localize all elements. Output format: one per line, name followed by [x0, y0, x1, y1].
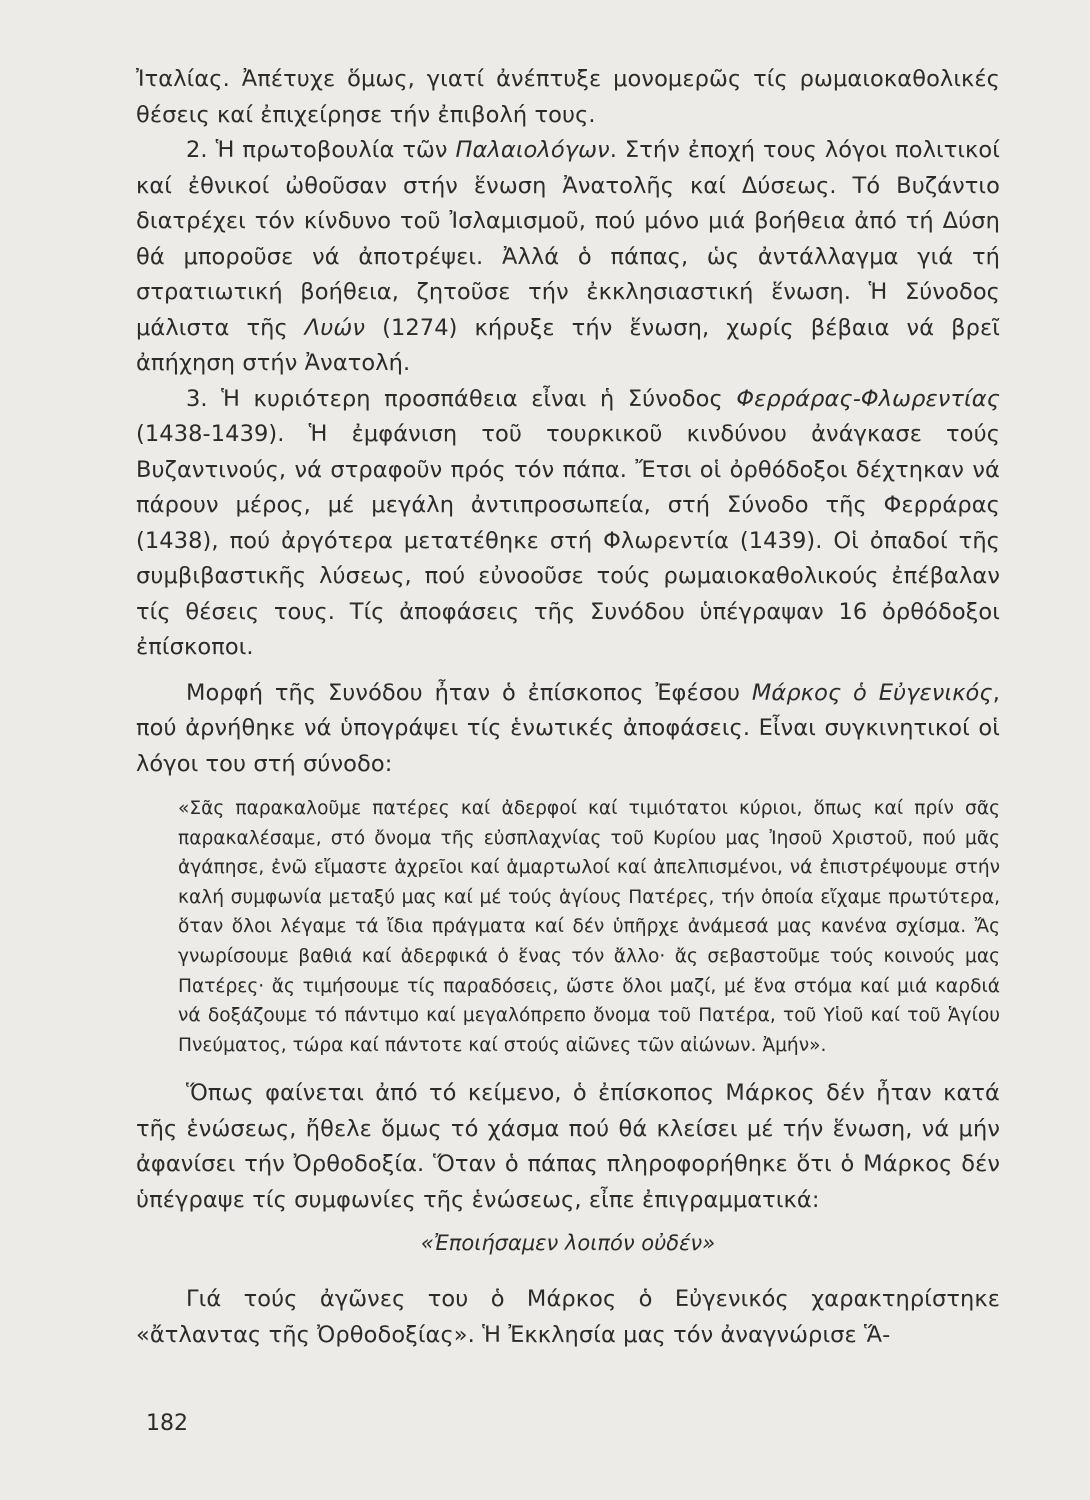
epigram-quote: «Ἐποιήσαμεν λοιπόν οὐδέν»: [420, 1231, 716, 1256]
paragraph-final: Γιά τούς ἀγῶνες του ὁ Μάρκος ὁ Εὐγενικός χαρακτηρίστηκε «ἄτλαντας τῆς Ὀρθοδοξίας». Ἡ Ἐκκλησία μας τόν ἀναγνώρισε Ἅ-: [136, 1286, 1000, 1348]
paragraph-after-quote: Ὅπως φαίνεται ἀπό τό κείμενο, ὁ ἐπίσκοπος Μάρκος δέν ἦταν κατά τῆς ἑνώσεως, ἤθελε ὅμως τό χάσμα πού θά κλείσει μέ τήν ἕνωση, νά μήν ἀφανίσει τήν Ὀρθοδοξία. Ὅταν ὁ πάπας πληροφορήθηκε ὅτι ὁ Μάρκος δέν ὑπέγραψε τίς συμφωνίες τῆς ἑνώσεως, εἶπε ἐπιγραμματικά:: [136, 1080, 1000, 1213]
page-number: 182: [146, 1411, 188, 1436]
paragraph-ferrara-end: (1438-1439). Ἡ ἐμφάνιση τοῦ τουρκικοῦ κινδύνου ἀνάγκασε τούς Βυζαντινούς, νά στραφοῦν πρός τόν πάπα. Ἔτσι οἱ ὀρθόδοξοι δέχτηκαν νά πάρουν μέρος, μέ μεγάλη ἀντιπροσωπεία, στή Σύνοδο τῆς Φερράρας (1438), πού ἀργότερα μετατέθηκε στή Φλωρεντία (1439). Οἱ ὀπαδοί τῆς συμβιβαστικῆς λύσεως, πού εὐνοοῦσε τούς ρωμαιοκαθολικούς ἐπέβαλαν τίς θέσεις τους. Τίς ἀποφάσεις τῆς Συνόδου ὑπέγραψαν 16 ὀρθόδοξοι ἐπίσκοποι.: [136, 421, 1000, 660]
markos-name: Μάρκος ὁ Εὐγενικός: [751, 679, 993, 706]
palaiologos-term: Παλαιολόγων: [455, 137, 610, 163]
paragraph-markos-end: , πού ἀρνήθηκε νά ὑπογράψει τίς ἑνωτικές ἀποφάσεις. Εἶναι συγκινητικοί οἱ λόγοι του στή σύνοδο:: [136, 679, 1000, 777]
paragraph-markos-start: Μορφή τῆς Συνόδου ἦταν ὁ ἐπίσκοπος Ἐφέσου: [186, 679, 752, 706]
paragraph-markos: [136, 676, 1000, 783]
paragraph-italy: Ἰταλίας. Ἀπέτυχε ὅμως, γιατί ἀνέπτυξε μονομερῶς τίς ρωμαιοκαθολικές θέσεις καί ἐπιχείρησε τήν ἐπιβολή τους.: [136, 66, 1000, 128]
paragraph-ferrara-start: 3. Ἡ κυριότερη προσπάθεια εἶναι ἡ Σύνοδος: [186, 385, 737, 412]
paragraph-palaiologos-end: (1274) κήρυξε τήν ἕνωση, χωρίς βέβαια νά βρεῖ ἀπήχηση στήν Ἀνατολή.: [136, 314, 1000, 376]
ferrara-florence-term: Φερράρας-Φλωρεντίας: [736, 385, 1000, 412]
paragraph-ferrara-florence: [136, 382, 1000, 666]
paragraph-palaiologos-middle: . Στήν ἐποχή τους λόγοι πολιτικοί καί ἐθνικοί ὠθοῦσαν στήν ἕνωση Ἀνατολῆς καί Δύσεως. Τό Βυζάντιο διατρέχει τόν κίνδυνο τοῦ Ἰσλαμισμοῦ, πού μόνο μιά βοήθεια ἀπό τή Δύση θά μποροῦσε νά ἀποτρέψει. Ἀλλά ὁ πάπας, ὡς ἀντάλλαγμα γιά τή στρατιωτική βοήθεια, ζητοῦσε τήν ἐκκλησιαστική ἕνωση. Ἡ Σύνοδος μάλιστα τῆς: [136, 137, 1000, 341]
paragraph-palaiologos: [136, 133, 1000, 382]
lyon-term: Λυών: [304, 314, 366, 341]
paragraph-palaiologos-start: 2. Ἡ πρωτοβουλία τῶν: [186, 137, 456, 163]
block-quote: «Σᾶς παρακαλοῦμε πατέρες καί ἀδερφοί καί τιμιότατοι κύριοι, ὅπως καί πρίν σᾶς παρακαλέσαμε, στό ὄνομα τῆς εὐσπλαχνίας τοῦ Κυρίου μας Ἰησοῦ Χριστοῦ, πού μᾶς ἀγάπησε, ἐνῶ εἴμαστε ἀχρεῖοι καί ἁμαρτωλοί καί ἀπελπισμένοι, νά ἐπιστρέψουμε στήν καλή συμφωνία μεταξύ μας καί μέ τούς ἁγίους Πατέρες, τήν ὁποία εἴχαμε πρωτύτερα, ὅταν ὅλοι λέγαμε τά ἴδια πράγματα καί δέν ὑπῆρχε ἀνάμεσά μας κανένα σχίσμα. Ἄς γνωρίσουμε βαθιά καί ἀδερφικά ὁ ἕνας τόν ἄλλο· ἄς σεβαστοῦμε τούς κοινούς μας Πατέρες· ἄς τιμήσουμε τίς παραδόσεις, ὥστε ὅλοι μαζί, μέ ἕνα στόμα καί μιά καρδιά νά δοξάζουμε τό πάντιμο καί μεγαλόπρεπο ὄνομα τοῦ Πατέρα, τοῦ Υἱοῦ καί τοῦ Ἁγίου Πνεύματος, τώρα καί πάντοτε καί στούς αἰῶνες τῶν αἰώνων. Ἀμήν».: [178, 798, 1000, 1056]
